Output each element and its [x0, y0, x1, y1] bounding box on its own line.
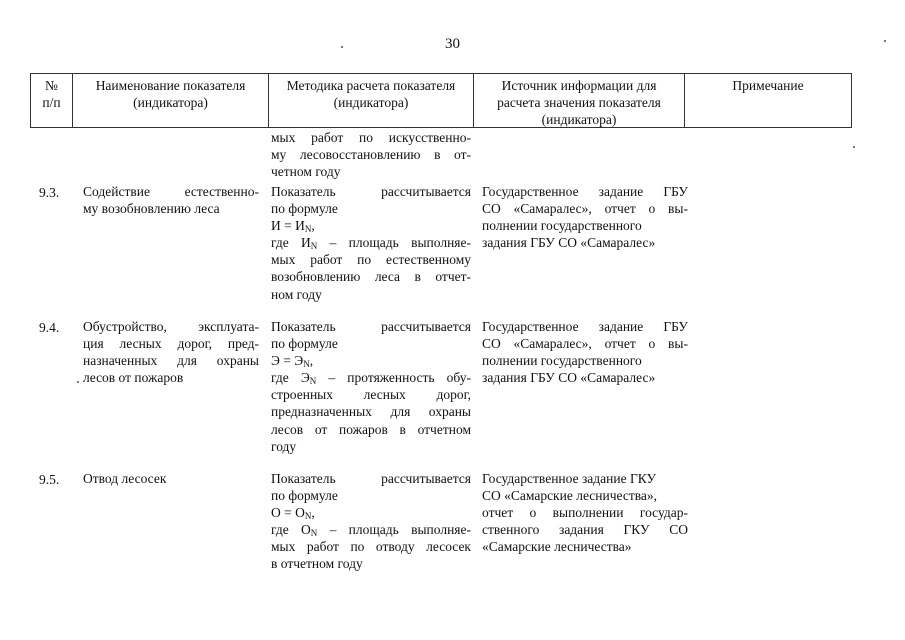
text-line: му возобновлению леса: [83, 201, 220, 217]
text-line: лесов от пожаров в отчетном: [271, 421, 471, 437]
header-text: Наименование показателя: [95, 78, 246, 93]
page-number: 30: [445, 36, 460, 52]
text-line: по формуле: [271, 488, 338, 504]
text-line: возобновлению леса в отчет-: [271, 269, 471, 285]
text-line: в отчетном году: [271, 556, 363, 572]
information-source: [482, 318, 688, 386]
text-line: мых работ по естественному: [271, 252, 471, 268]
header-text: п/п: [42, 95, 61, 110]
header-text: (индикатора): [133, 95, 208, 110]
text-line: ция лесных дорог, пред-: [83, 336, 259, 352]
text-line: му лесовосстановлению в от-: [271, 147, 471, 163]
text-line: году: [271, 438, 297, 454]
text-line: Государственное задание ГКУ: [482, 471, 657, 486]
text-line: Государственное задание ГБУ: [482, 184, 688, 199]
table-header: [30, 73, 852, 128]
formula-definition: где $И_N$ – площадь выполняе-: [271, 235, 471, 252]
formula: $Э = Э_N$,: [271, 353, 314, 370]
text-line: Показатель рассчитывается: [271, 319, 471, 334]
header-col-number: [31, 74, 73, 127]
text-line: ственного задания ГКУ СО: [482, 522, 688, 538]
text-line: предназначенных для охраны: [271, 404, 471, 420]
text-line: «Самарские лесничества»: [482, 539, 632, 555]
continuation-method: [271, 129, 471, 180]
text-line: по формуле: [271, 336, 338, 352]
header-text: Методика расчета показателя: [286, 78, 456, 93]
calculation-method: [271, 470, 471, 573]
text-line: мых работ по искусственно-: [271, 130, 471, 145]
indicator-name: [83, 318, 259, 386]
text-line: Показатель рассчитывается: [271, 471, 471, 486]
text-line: Содействие естественно-: [83, 184, 259, 199]
text-line: задания ГБУ СО «Самаралес»: [482, 235, 656, 251]
header-col-source: [474, 74, 685, 127]
row-number: 9.5.: [39, 472, 60, 487]
header-col-note: [685, 74, 851, 127]
header-text: расчета значения показателя: [497, 95, 661, 110]
header-col-method: [269, 74, 474, 127]
formula-definition: где $О_N$ – площадь выполняе-: [271, 522, 471, 539]
text-line: СО «Самарские лесничества»,: [482, 488, 658, 504]
text-line: полнении государственного: [482, 353, 642, 369]
scan-speck: [77, 381, 79, 383]
information-source: [482, 183, 688, 251]
scan-speck: [341, 46, 343, 48]
text-line: по формуле: [271, 201, 338, 217]
text-line: мых работ по отводу лесосек: [271, 539, 471, 555]
text-line: СО «Самаралес», отчет о вы-: [482, 201, 688, 217]
scan-speck: [884, 40, 886, 42]
header-text: Источник информации для: [501, 78, 657, 93]
information-source: [482, 470, 688, 555]
header-text: (индикатора): [541, 112, 617, 127]
indicator-name: [83, 183, 259, 217]
calculation-method: [271, 318, 471, 455]
formula-definition: где $Э_N$ – протяженность обу-: [271, 370, 471, 387]
header-text: №: [45, 78, 58, 93]
row-number: 9.3.: [39, 185, 60, 200]
calculation-method: [271, 183, 471, 303]
text-line: четном году: [271, 164, 341, 180]
header-text: (индикатора): [333, 95, 409, 110]
formula: $И = И_N$,: [271, 218, 315, 235]
text-line: лесов от пожаров: [83, 370, 184, 386]
text-line: Отвод лесосек: [83, 471, 167, 486]
text-line: ном году: [271, 286, 322, 302]
indicator-name: [83, 470, 259, 487]
row-number: 9.4.: [39, 320, 60, 335]
header-text: Примечание: [732, 78, 804, 93]
text-line: Обустройство, эксплуата-: [83, 319, 259, 334]
text-line: строенных лесных дорог,: [271, 387, 471, 403]
text-line: назначенных для охраны: [83, 353, 259, 369]
formula: $О = О_N$,: [271, 505, 315, 522]
text-line: полнении государственного: [482, 218, 642, 234]
text-line: Показатель рассчитывается: [271, 184, 471, 199]
text-line: Государственное задание ГБУ: [482, 319, 688, 334]
text-line: СО «Самаралес», отчет о вы-: [482, 336, 688, 352]
header-col-name: [73, 74, 269, 127]
text-line: отчет о выполнении государ-: [482, 505, 688, 521]
scan-speck: [853, 146, 855, 148]
text-line: задания ГБУ СО «Самаралес»: [482, 370, 656, 386]
